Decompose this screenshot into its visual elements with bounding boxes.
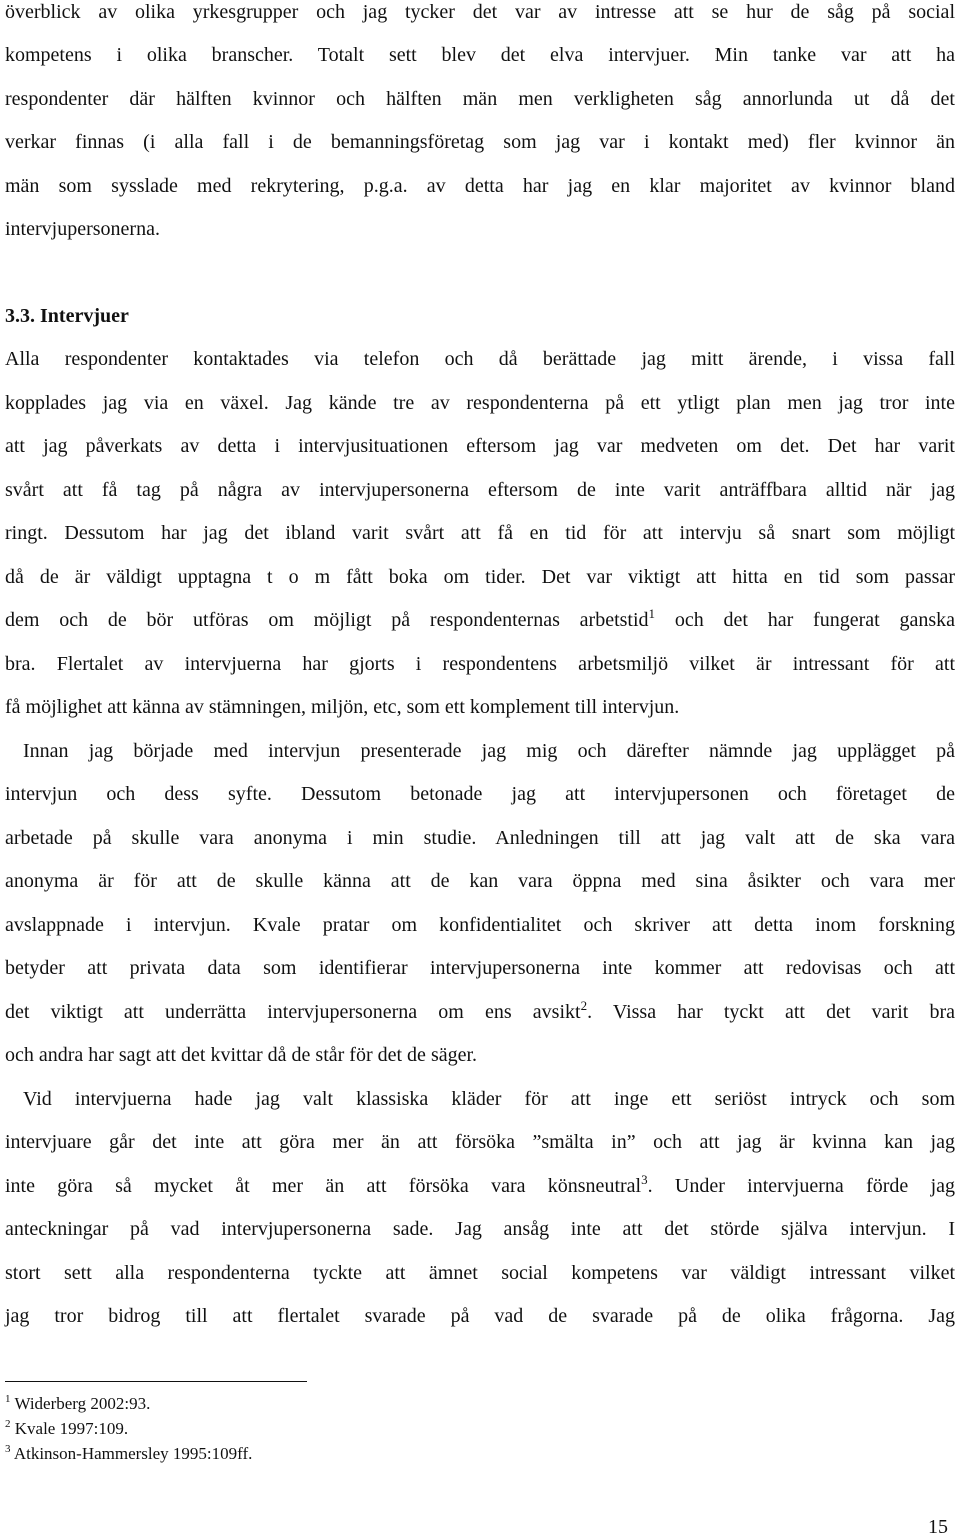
paragraph-3-line-2: intervjun och dess syfte. Dessutom betonade jag att intervjupersonen och företaget de	[5, 783, 955, 805]
paragraph-3-line-3: arbetade på skulle vara anonyma i min studie. Anledningen till att jag valt att de ska vara	[5, 827, 955, 849]
page-number: 15	[928, 1516, 948, 1538]
paragraph-4-line-3-text-b: . Under intervjuerna förde jag	[647, 1175, 956, 1197]
footnote-3	[5, 1444, 252, 1464]
paragraph-2-line-7-text-a: dem och de bör utföras om möjligt på respondenternas arbetstid	[5, 609, 649, 631]
paragraph-3-line-7-text-b: . Vissa har tyckt att det varit bra	[587, 1001, 955, 1023]
footnote-ref-1: 1	[648, 606, 656, 621]
paragraph-2-line-8: bra. Flertalet av intervjuerna har gjorts i respondentens arbetsmiljö vilket är intressant för att	[5, 653, 955, 675]
paragraph-2-line-2: kopplades jag via en växel. Jag kände tre av respondenterna på ett ytligt plan men jag tror inte	[5, 392, 955, 414]
paragraph-3-line-7-text-a: det viktigt att underrätta intervjupersonerna om ens avsikt	[5, 1001, 581, 1023]
footnote-3-text: Atkinson-Hammersley 1995:109ff.	[13, 1444, 253, 1463]
paragraph-4-line-1: Vid intervjuerna hade jag valt klassiska kläder för att inge ett seriöst intryck och som	[23, 1088, 955, 1110]
paragraph-4-line-5: stort sett alla respondenterna tyckte att ämnet social kompetens var väldigt intressant vilket	[5, 1262, 955, 1284]
paragraph-1-line-1: överblick av olika yrkesgrupper och jag tycker det var av intresse att se hur de såg på social	[5, 1, 955, 23]
paragraph-4-line-6: jag tror bidrog till att flertalet svarade på vad de svarade på de olika frågorna. Jag	[5, 1305, 955, 1327]
footnote-2	[5, 1419, 128, 1439]
paragraph-1-line-4: verkar finnas (i alla fall i de bemanningsföretag som jag var i kontakt med) fler kvinnor än	[5, 131, 955, 153]
paragraph-3-line-5: avslappnade i intervjun. Kvale pratar om konfidentialitet och skriver att detta inom forskning	[5, 914, 955, 936]
footnote-2-number: 2	[5, 1418, 11, 1430]
paragraph-3-line-8: och andra har sagt att det kvittar då de står för det de säger.	[5, 1044, 478, 1066]
paragraph-4-line-3	[5, 1174, 955, 1198]
paragraph-4-line-2: intervjuare går det inte att göra mer än att försöka ”smälta in” och att jag är kvinna kan jag	[5, 1131, 955, 1153]
paragraph-1-line-5: män som sysslade med rekrytering, p.g.a. av detta har jag en klar majoritet av kvinnor bland	[5, 175, 955, 197]
paragraph-2-line-9: få möjlighet att känna av stämningen, miljön, etc, som ett komplement till intervjun.	[5, 696, 680, 718]
footnote-divider	[5, 1381, 307, 1382]
footnote-1-text: Widerberg 2002:93.	[14, 1394, 151, 1413]
footnote-2-text: Kvale 1997:109.	[14, 1419, 129, 1438]
footnote-1	[5, 1394, 150, 1414]
paragraph-2-line-6: då de är väldigt upptagna t o m fått boka om tider. Det var viktigt att hitta en tid som passar	[5, 566, 955, 588]
paragraph-3-line-1: Innan jag började med intervjun presenterade jag mig och därefter nämnde jag upplägget på	[23, 740, 955, 762]
paragraph-3-line-7	[5, 1000, 955, 1024]
paragraph-2-line-7	[5, 608, 955, 632]
paragraph-1-line-2: kompetens i olika branscher. Totalt sett blev det elva intervjuer. Min tanke var att ha	[5, 44, 955, 66]
paragraph-2-line-4: svårt att få tag på några av intervjupersonerna eftersom de inte varit anträffbara alltid när jag	[5, 479, 955, 501]
footnote-1-number: 1	[5, 1393, 11, 1405]
footnote-ref-3: 3	[641, 1172, 648, 1187]
paragraph-2-line-1: Alla respondenter kontaktades via telefon och då berättade jag mitt ärende, i vissa fall	[5, 348, 955, 370]
paragraph-3-line-6: betyder att privata data som identifierar intervjupersonerna inte kommer att redovisas och att	[5, 957, 955, 979]
section-heading: 3.3. Intervjuer	[5, 305, 129, 327]
paragraph-2-line-5: ringt. Dessutom har jag det ibland varit svårt att få en tid för att intervju så snart som möjligt	[5, 522, 955, 544]
paragraph-2-line-3: att jag påverkats av detta i intervjusituationen eftersom jag var medveten om det. Det har varit	[5, 435, 955, 457]
paragraph-2-line-7-text-b: och det har fungerat ganska	[674, 609, 956, 631]
paragraph-1-line-3: respondenter där hälften kvinnor och hälften män men verkligheten såg annorlunda ut då det	[5, 88, 955, 110]
paragraph-4-line-4: anteckningar på vad intervjupersonerna sade. Jag ansåg inte att det störde själva intervjun. I	[5, 1218, 955, 1240]
paragraph-1-line-6: intervjupersonerna.	[5, 218, 160, 240]
footnote-ref-2: 2	[580, 998, 588, 1013]
footnote-3-number: 3	[5, 1443, 11, 1455]
paragraph-3-line-4: anonyma är för att de skulle känna att de kan vara öppna med sina åsikter och vara mer	[5, 870, 955, 892]
paragraph-4-line-3-text-a: inte göra så mycket åt mer än att försöka vara könsneutral	[5, 1175, 642, 1197]
